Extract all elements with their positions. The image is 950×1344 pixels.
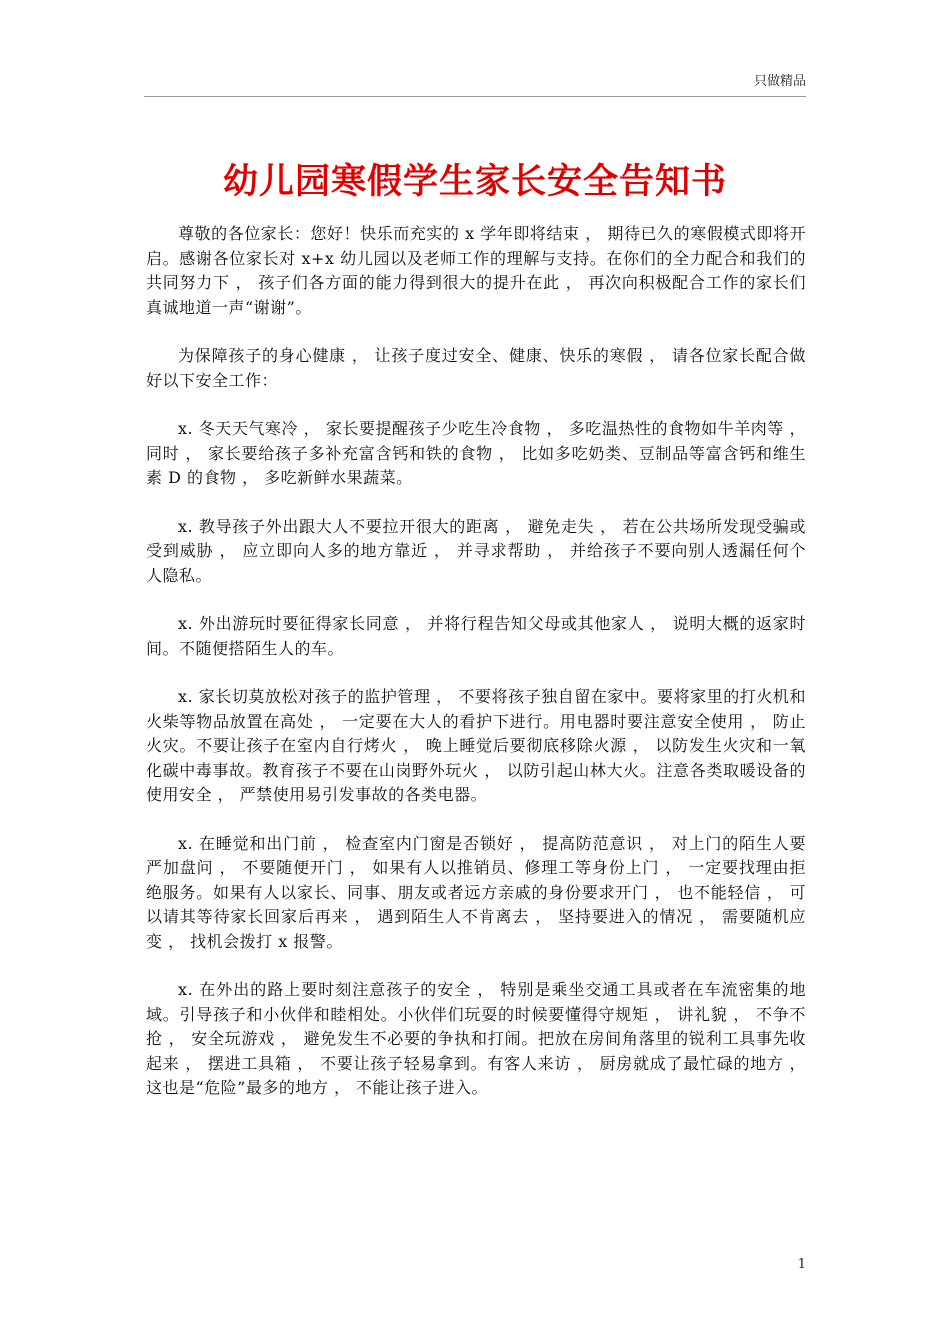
document-title: 幼儿园寒假学生家长安全告知书 <box>222 161 727 202</box>
paragraph-greeting: 尊敬的各位家长：您好！快乐而充实的 x 学年即将结束 ， 期待已久的寒假模式即将开启。感谢各位家长对 x+x 幼儿园以及老师工作的理解与支持。在你们的全力配合和我们的共同努力下 ， 孩子们各方面的能力得到很大的提升在此 ， 再次向积极配合工作的家长们真诚地道一声“谢谢”。 <box>146 224 806 317</box>
paragraph-intro: 为保障孩子的身心健康 ， 让孩子度过安全、健康、快乐的寒假 ， 请各位家长配合做好以下安全工作： <box>146 346 806 390</box>
paragraph-item-fire: x. 家长切莫放松对孩子的监护管理 ， 不要将孩子独自留在家中。要将家里的打火机和火柴等物品放置在高处 ， 一定要在大人的看护下进行。用电器时要注意安全使用 ， 防止火灾。不要让孩子在室内自行烤火 ， 晚上睡觉后要彻底移除火源 ， 以防发生火灾和一氧化碳中毒事故。教育孩子不要在山岗野外玩火 ， 以防引起山林大火。注意各类取暖设备的使用安全 ， 严禁使用易引发事故的各类电器。 <box>146 687 806 804</box>
paragraph-item-outdoor: x. 教导孩子外出跟大人不要拉开很大的距离 ， 避免走失 ， 若在公共场所发现受骗或受到威胁 ， 应立即向人多的地方靠近 ， 并寻求帮助 ， 并给孩子不要向别人透漏任何个人隐私。 <box>146 516 806 585</box>
paragraph-item-safety-out: x. 在外出的路上要时刻注意孩子的安全 ， 特别是乘坐交通工具或者在车流密集的地域。引导孩子和小伙伴和睦相处。小伙伴们玩耍的时候要懂得守规矩 ， 讲礼貌 ， 不争不抢 ， 安全玩游戏 ， 避免发生不必要的争执和打闹。把放在房间角落里的锐利工具事先收起来 ， 摆进工具箱 ， 不要让孩子轻易拿到。有客人来访 ， 厨房就成了最忙碌的地方 ， 这也是“危险”最多的地方 ， 不能让孩子进入。 <box>146 980 806 1097</box>
paragraph-item-strangers: x. 在睡觉和出门前 ， 检查室内门窗是否锁好 ， 提高防范意识 ， 对上门的陌生人要严加盘问 ， 不要随便开门 ， 如果有人以推销员、修理工等身份上门 ， 一定要找理由拒绝服务。如果有人以家长、同事、朋友或者远方亲戚的身份要求开门 ， 也不能轻信 ， 可以请其等待家长回家后再来 ， 遇到陌生人不肯离去 ， 坚持要进入的情况 ， 需要随机应变 ， 找机会拨打 x 报警。 <box>146 833 806 951</box>
paragraph-item-diet: x. 冬天天气寒冷 ， 家长要提醒孩子少吃生冷食物 ， 多吃温热性的食物如牛羊肉等 ， 同时 ， 家长要给孩子多补充富含钙和铁的食物 ， 比如多吃奶类、豆制品等富含钙和维生素 D 的食物 ， 多吃新鲜水果蔬菜。 <box>146 419 806 487</box>
paragraph-item-travel: x. 外出游玩时要征得家长同意 ， 并将行程告知父母或其他家人 ， 说明大概的返家时间。不随便搭陌生人的车。 <box>146 614 806 658</box>
page-number: 1 <box>797 1257 806 1272</box>
header-note: 只做精品 <box>753 74 806 89</box>
header-divider <box>144 96 806 97</box>
document-body <box>146 222 806 1125</box>
